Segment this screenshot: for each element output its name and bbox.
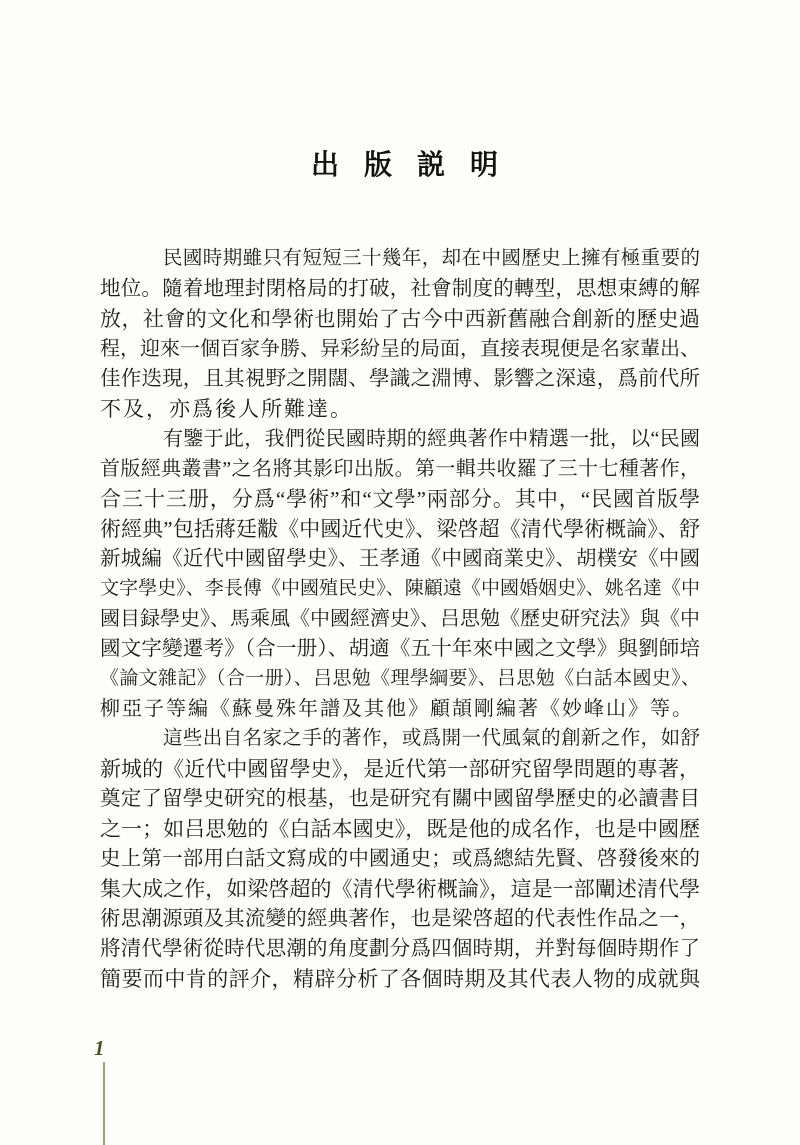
text-line: 放，社會的文化和學術也開始了古今中西新舊融合創新的歷史過	[100, 307, 700, 331]
text-line: 柳亞子等編《蘇曼殊年譜及其他》顧頡剛編著《妙峰山》等。	[100, 698, 694, 720]
text-line: 合三十三册，分爲“學術”和“文學”兩部分。其中，“民國首版學	[100, 487, 700, 511]
text-line: 首版經典叢書”之名將其影印出版。第一輯共收羅了三十七種著作，	[100, 458, 700, 480]
text-line: 新城編《近代中國留學史》、王孝通《中國商業史》、胡樸安《中國	[100, 548, 700, 570]
text-line: 民國時期雖只有短短三十幾年，却在中國歷史上擁有極重要的	[163, 248, 700, 269]
text-line: 地位。隨着地理封閉格局的打破，社會制度的轉型，思想束縛的解	[100, 278, 700, 300]
text-line: 簡要而中肯的評介，精辟分析了各個時期及其代表人物的成就與	[100, 967, 700, 991]
text-line: 《論文雜記》（合一册）、吕思勉《理學綱要》、吕思勉《白話本國史》、	[100, 668, 700, 689]
paragraph	[100, 244, 700, 424]
text-line: 之一；如吕思勉的《白話本國史》，既是他的成名作，也是中國歷	[100, 817, 700, 841]
paragraph	[100, 424, 700, 724]
body-text	[100, 244, 700, 994]
text-line: 術思潮源頭及其流變的經典著作，也是梁啓超的代表性作品之一，	[100, 908, 700, 930]
text-line: 新城的《近代中國留學史》，是近代第一部研究留學問題的專著，	[100, 757, 700, 781]
text-line: 佳作迭現，且其視野之開闊、學識之淵博、影響之深遠，爲前代所	[100, 368, 700, 390]
text-line: 史上第一部用白話文寫成的中國通史；或爲總結先賢、啓發後來的	[100, 848, 700, 870]
text-line: 有鑒于此，我們從民國時期的經典著作中精選一批，以“民國	[163, 428, 700, 450]
text-line: 術經典”包括蔣廷黻《中國近代史》、梁啓超《清代學術概論》、舒	[100, 517, 700, 541]
text-line: 程，迎來一個百家争勝、异彩紛呈的局面，直接表現便是名家輩出、	[100, 338, 700, 360]
page-title: 出 版 説 明	[310, 150, 507, 181]
paragraph	[100, 724, 700, 994]
page-number: 1	[94, 1036, 105, 1060]
text-line: 集大成之作，如梁啓超的《清代學術概論》，這是一部闡述清代學	[100, 877, 700, 901]
text-line: 將清代學術從時代思潮的角度劃分爲四個時期，并對每個時期作了	[100, 938, 700, 960]
text-line: 文字學史》、李長傅《中國殖民史》、陳顧遠《中國婚姻史》、姚名達《中	[100, 578, 700, 599]
text-line: 不及，亦爲後人所難達。	[100, 397, 353, 421]
text-line: 國目録學史》、馬乘風《中國經濟史》、吕思勉《歷史研究法》與《中	[100, 608, 700, 630]
text-line: 這些出自名家之手的著作，或爲開一代風氣的創新之作，如舒	[163, 728, 700, 749]
text-line: 奠定了留學史研究的根基，也是研究有關中國留學歷史的必讀書目	[100, 788, 700, 810]
text-line: 國文字變遷考》（合一册）、胡適《五十年來中國之文學》與劉師培	[100, 638, 700, 660]
footer-rule	[103, 1062, 105, 1145]
